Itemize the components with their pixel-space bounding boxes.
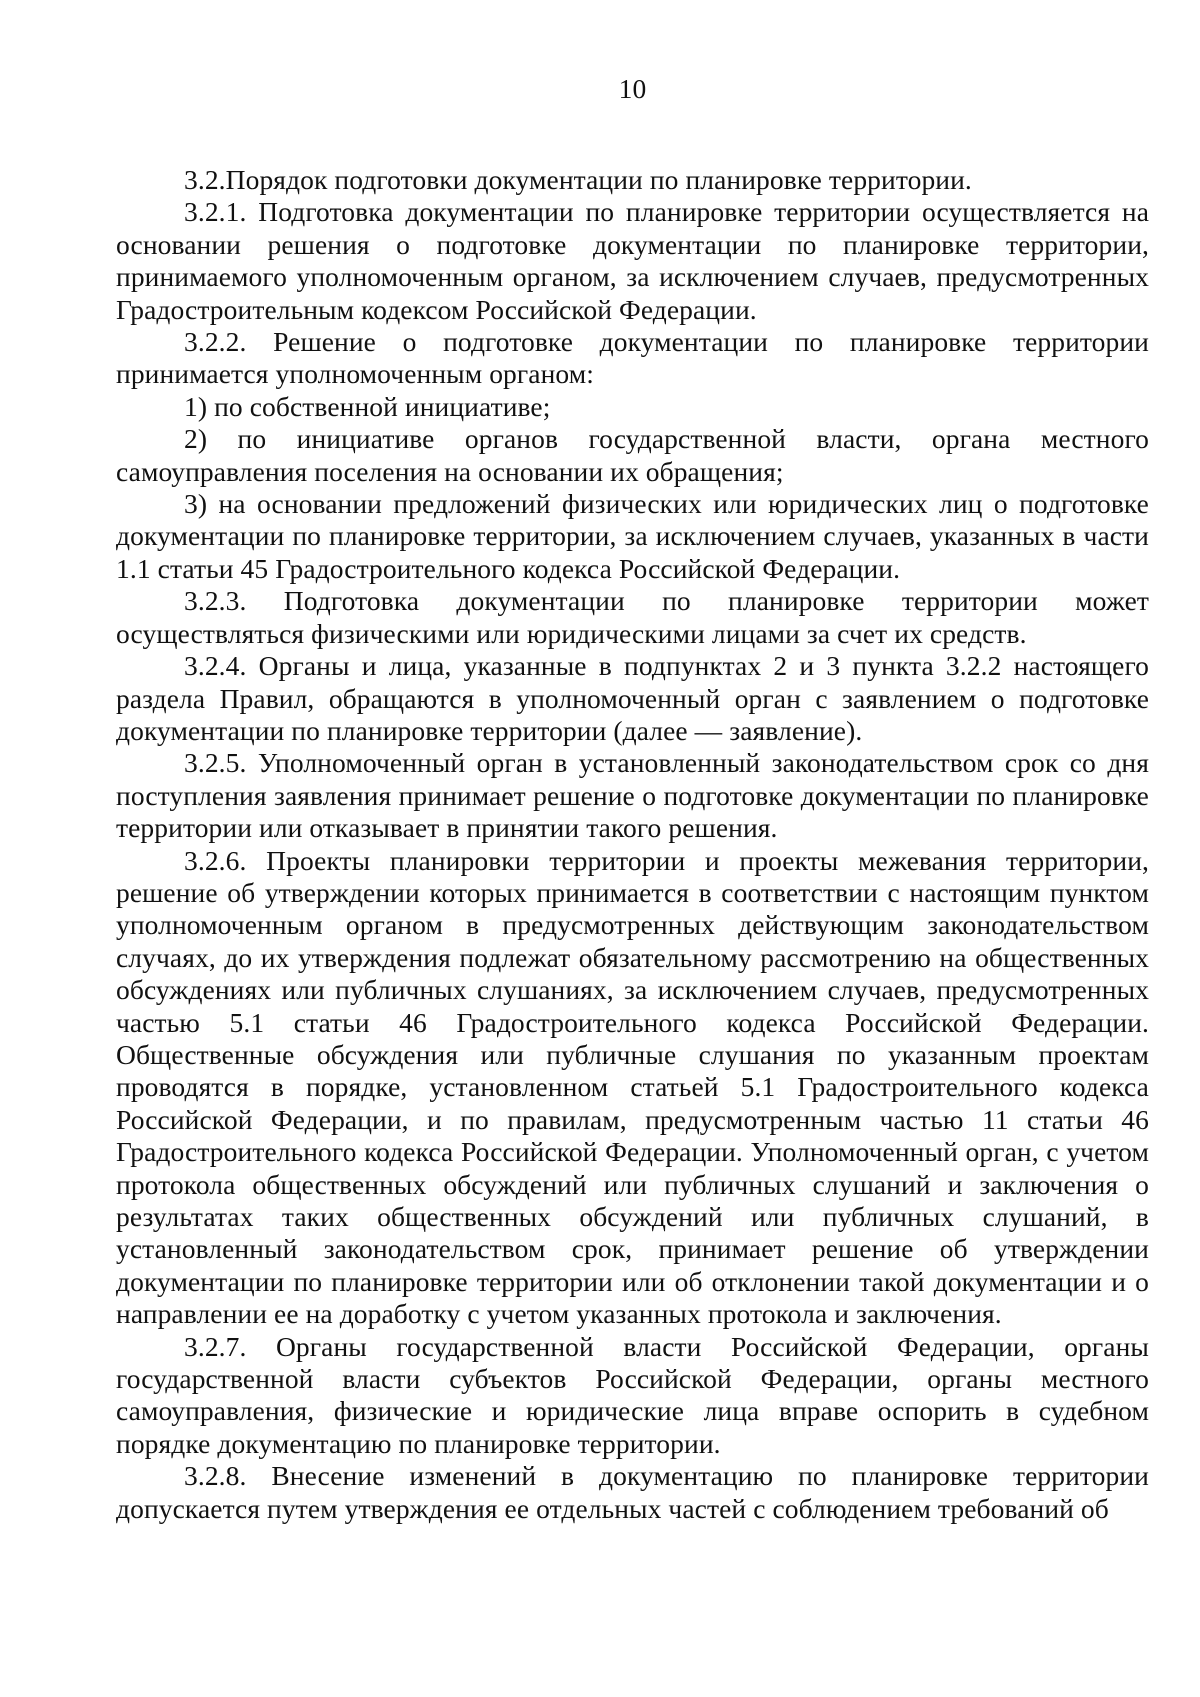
section-heading: 3.2.Порядок подготовки документации по планировке территории. — [184, 164, 972, 195]
list-item-3: 3) на основании предложений физических или юридических лиц о подготовке документации по планировке территории, за исключением случаев, указанных в части 1.1 статьи 45 Градостроительного кодекса Российской Федерации. — [116, 488, 1149, 584]
paragraph-3-2-1: 3.2.1. Подготовка документации по планировке территории осуществляется на основании решения о подготовке документации по планировке территории, принимаемого уполномоченным органом, за исключением случаев, предусмотренных Градостроительным кодексом Российской Федерации. — [116, 196, 1149, 325]
paragraph-3-2-8: 3.2.8. Внесение изменений в документацию по планировке территории допускается путем утверждения ее отдельных частей с соблюдением требований об — [116, 1460, 1149, 1524]
paragraph-3-2-5: 3.2.5. Уполномоченный орган в установленный законодательством срок со дня поступления заявления принимает решение о подготовке документации по планировке территории или отказывает в принятии такого решения. — [116, 747, 1149, 844]
page-number: 10 — [618, 73, 647, 104]
paragraph-3-2-4: 3.2.4. Органы и лица, указанные в подпунктах 2 и 3 пункта 3.2.2 настоящего раздела Правил, обращаются в уполномоченный орган с заявлением о подготовке документации по планировке территории (далее — заявление). — [116, 650, 1149, 746]
paragraph-3-2-6: 3.2.6. Проекты планировки территории и проекты межевания территории, решение об утверждении которых принимается в соответствии с настоящим пунктом уполномоченным органом в предусмотренных действующим законодательством случаях, до их утверждения подлежат обязательному рассмотрению на общественных обсуждениях или публичных слушаниях, за исключением случаев, предусмотренных частью 5.1 статьи 46 Градостроительного кодекса Российской Федерации. Общественные обсуждения или публичные слушания по указанным проектам проводятся в порядке, установленном статьей 5.1 Градостроительного кодекса Российской Федерации, и по правилам, предусмотренным частью 11 статьи 46 Градостроительного кодекса Российской Федерации. Уполномоченный орган, с учетом протокола общественных обсуждений или публичных слушаний и заключения о результатах таких общественных обсуждений или публичных слушаний, в установленный законодательством срок, принимает решение об утверждении документации по планировке территории или об отклонении такой документации и о направлении ее на доработку с учетом указанных протокола и заключения. — [116, 844, 1149, 1330]
document-body — [116, 164, 1149, 1525]
list-item-1: 1) по собственной инициативе; — [184, 390, 551, 422]
paragraph-3-2-3: 3.2.3. Подготовка документации по планировке территории может осуществляться физическими или юридическими лицами за счет их средств. — [116, 585, 1149, 649]
list-item-2: 2) по инициативе органов государственной власти, органа местного самоуправления поселения на основании их обращения; — [116, 423, 1149, 487]
paragraph-3-2-7: 3.2.7. Органы государственной власти Российской Федерации, органы государственной власти субъектов Российской Федерации, органы местного самоуправления, физические и юридические лица вправе оспорить в судебном порядке документацию по планировке территории. — [116, 1330, 1149, 1459]
paragraph-3-2-2: 3.2.2. Решение о подготовке документации по планировке территории принимается уполномоченным органом: — [116, 326, 1149, 390]
